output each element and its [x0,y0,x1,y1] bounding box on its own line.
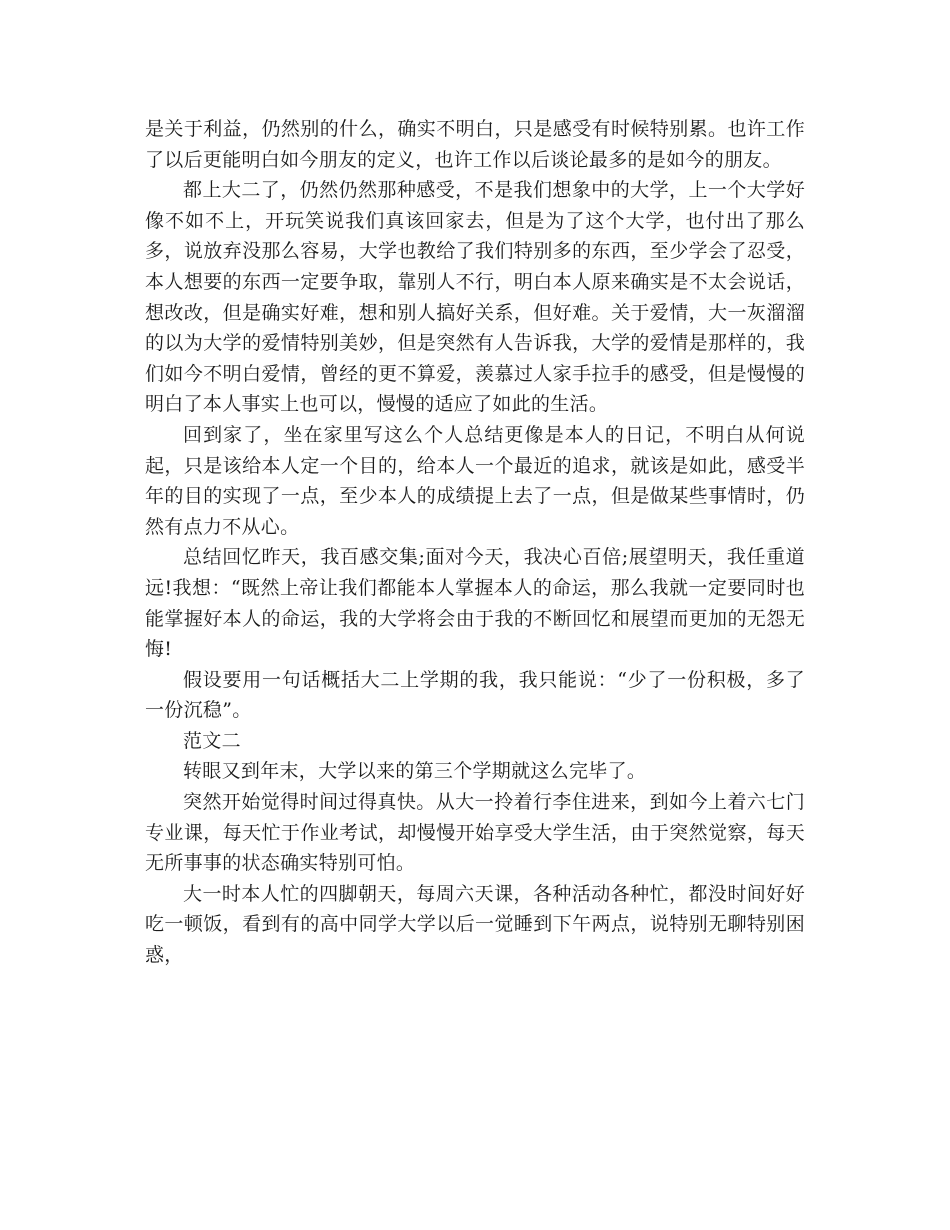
paragraph: 回到家了，坐在家里写这么个人总结更像是本人的日记，不明白从何说起，只是该给本人定一个目的，给本人一个最近的追求，就该是如此，感受半年的目的实现了一点，至少本人的成绩提上去了一点，但是做某些事情时，仍然有点力不从心。 [145,423,805,538]
paragraph: 总结回忆昨天，我百感交集;面对今天，我决心百倍;展望明天，我任重道远!我想：“既然上帝让我们都能本人掌握本人的命运，那么我就一定要同时也能掌握好本人的命运，我的大学将会由于我的不断回忆和展望而更加的无怨无悔! [145,546,805,661]
paragraph: 大一时本人忙的四脚朝天，每周六天课，各种活动各种忙，都没时间好好吃一顿饭，看到有的高中同学大学以后一觉睡到下午两点，说特别无聊特别困惑， [145,882,805,967]
paragraph: 都上大二了，仍然仍然那种感受，不是我们想象中的大学，上一个大学好像不如不上，开玩笑说我们真该回家去，但是为了这个大学，也付出了那么多，说放弃没那么容易，大学也教给了我们特别多的东西，至少学会了忍受，本人想要的东西一定要争取，靠别人不行，明白本人原来确实是不太会说话，想改改，但是确实好难，想和别人搞好关系，但好难。关于爱情，大一灰溜溜的以为大学的爱情特别美妙，但是突然有人告诉我，大学的爱情是那样的，我们如今不明白爱情，曾经的更不算爱，羡慕过人家手拉手的感受，但是慢慢的明白了本人事实上也可以，慢慢的适应了如此的生活。 [145,179,805,416]
document-body [145,114,805,971]
paragraph: 是关于利益，仍然别的什么，确实不明白，只是感受有时候特别累。也许工作了以后更能明白如今朋友的定义，也许工作以后谈论最多的是如今的朋友。 [145,118,805,171]
paragraph: 突然开始觉得时间过得真快。从大一拎着行李住进来，到如今上着六七门专业课，每天忙于作业考试，却慢慢开始享受大学生活，由于突然觉察，每天无所事事的状态确实特别可怕。 [145,791,805,875]
section-heading: 范文二 [183,729,241,752]
paragraph: 假设要用一句话概括大二上学期的我，我只能说：“少了一份积极，多了一份沉稳”。 [145,668,805,722]
paragraph: 转眼又到年末，大学以来的第三个学期就这么完毕了。 [183,760,647,783]
